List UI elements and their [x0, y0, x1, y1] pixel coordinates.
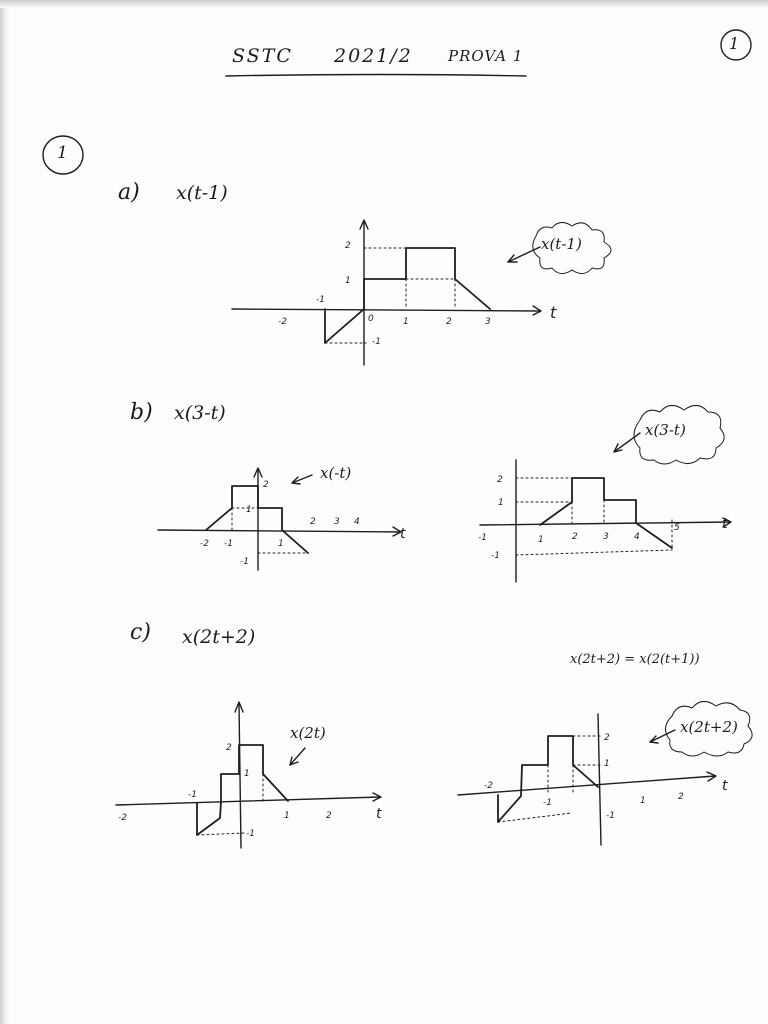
- graph-a-arrow: [508, 247, 540, 262]
- b2-axis-t: t: [722, 516, 728, 532]
- b1-tick-x1: 1: [278, 539, 284, 549]
- part-c-label: c): [130, 620, 151, 645]
- graph-c2-y-axis: [598, 714, 601, 845]
- a-tick-y1: 1: [345, 276, 351, 286]
- a-tick-x2: 2: [446, 317, 452, 327]
- question-number: 1: [57, 143, 68, 163]
- b1-tick-x3: 3: [334, 517, 340, 527]
- b2-tick-x3: 3: [603, 532, 609, 542]
- part-a-label: a): [118, 180, 140, 205]
- part-b-label: b): [130, 400, 153, 425]
- c1-tick-xm2: -2: [118, 813, 127, 823]
- c1-tick-xm1: -1: [188, 790, 197, 800]
- c2-axis-t: t: [722, 778, 728, 794]
- part-c-identity: x(2t+2) = x(2(t+1)): [570, 652, 700, 667]
- b1-tick-x4: 4: [354, 517, 360, 527]
- b1-axis-t: t: [400, 526, 406, 542]
- exam-title: PROVA 1: [448, 47, 524, 65]
- graph-c2-x-axis: [458, 776, 715, 795]
- b1-tick-xm2: -2: [200, 539, 209, 549]
- c1-axis-t: t: [376, 806, 382, 822]
- header-underline: [226, 75, 526, 77]
- c1-tick-ym1: -1: [246, 829, 255, 839]
- term: 2021/2: [334, 45, 413, 67]
- b2-tick-x5: 5: [674, 523, 680, 533]
- part-b-expression: x(3-t): [174, 402, 226, 424]
- b2-tick-x4: 4: [634, 532, 640, 542]
- c2-tick-xm1: -1: [543, 798, 552, 808]
- b1-tick-x2: 2: [310, 517, 316, 527]
- a-tick-xm1: -1: [316, 295, 325, 305]
- c2-tick-x1: 1: [640, 796, 646, 806]
- c2-tick-ym1: -1: [606, 811, 615, 821]
- page-number-circle: [721, 30, 751, 60]
- c1-tick-x2: 2: [326, 811, 332, 821]
- part-b-annotation-2: x(3-t): [645, 421, 686, 439]
- b2-tick-y1: 1: [498, 498, 504, 508]
- b2-tick-xm1: -1: [478, 533, 487, 543]
- graph-b2-x-axis: [480, 522, 730, 525]
- graph-a-cloud: [533, 222, 611, 273]
- c1-tick-y1: 1: [244, 769, 250, 779]
- graph-c1-y-axis: [239, 704, 241, 848]
- a-tick-y2: 2: [345, 241, 351, 251]
- c2-tick-x2: 2: [678, 792, 684, 802]
- graph-c2: [458, 701, 752, 845]
- a-tick-x1: 1: [403, 317, 409, 327]
- part-b-annotation-1: x(-t): [320, 464, 352, 482]
- b1-tick-y2: 2: [263, 480, 269, 490]
- b1-tick-ym1: -1: [240, 557, 249, 567]
- graph-b2-cloud: [634, 405, 724, 464]
- graph-b1-signal: [206, 486, 308, 553]
- c2-tick-y1: 1: [604, 759, 610, 769]
- part-c-annotation-1: x(2t): [290, 724, 326, 742]
- graph-c2-arrow: [650, 730, 675, 742]
- graph-b1-arrow: [292, 475, 312, 483]
- page-number: 1: [729, 34, 740, 53]
- graph-c1-signal: [197, 745, 288, 835]
- graph-c2-cloud: [665, 701, 752, 756]
- c1-tick-y2: 2: [226, 743, 232, 753]
- a-axis-t: t: [550, 303, 557, 322]
- part-a-expression: x(t-1): [176, 182, 228, 204]
- a-tick-xm2: -2: [278, 317, 287, 327]
- graph-b1-x-axis: [158, 530, 400, 532]
- graph-c1-x-axis: [116, 797, 380, 805]
- b1-tick-xm1: -1: [224, 539, 233, 549]
- b2-tick-ym1: -1: [491, 551, 500, 561]
- part-c-expression: x(2t+2): [182, 626, 256, 648]
- c2-tick-y2: 2: [604, 733, 610, 743]
- graph-b2: [480, 405, 731, 582]
- b2-tick-y2: 2: [497, 475, 503, 485]
- graph-a: [232, 220, 611, 365]
- b1-tick-y1: 1: [246, 505, 252, 515]
- c1-tick-x1: 1: [284, 811, 290, 821]
- b2-tick-x2: 2: [572, 532, 578, 542]
- graph-a-signal: [325, 248, 490, 343]
- a-tick-x0: 0: [368, 314, 374, 324]
- a-tick-x3: 3: [485, 317, 491, 327]
- part-c-annotation-2: x(2t+2): [680, 718, 738, 736]
- b2-tick-x1: 1: [538, 535, 544, 545]
- part-a-annotation: x(t-1): [541, 235, 582, 253]
- graph-a-x-axis: [232, 309, 540, 311]
- question-number-circle: [43, 136, 83, 174]
- graph-b1: [158, 468, 401, 570]
- c2-tick-xm2: -2: [484, 781, 493, 791]
- a-tick-ym1: -1: [372, 337, 381, 347]
- graph-c2-signal: [498, 736, 598, 822]
- course-code: SSTC: [232, 45, 293, 67]
